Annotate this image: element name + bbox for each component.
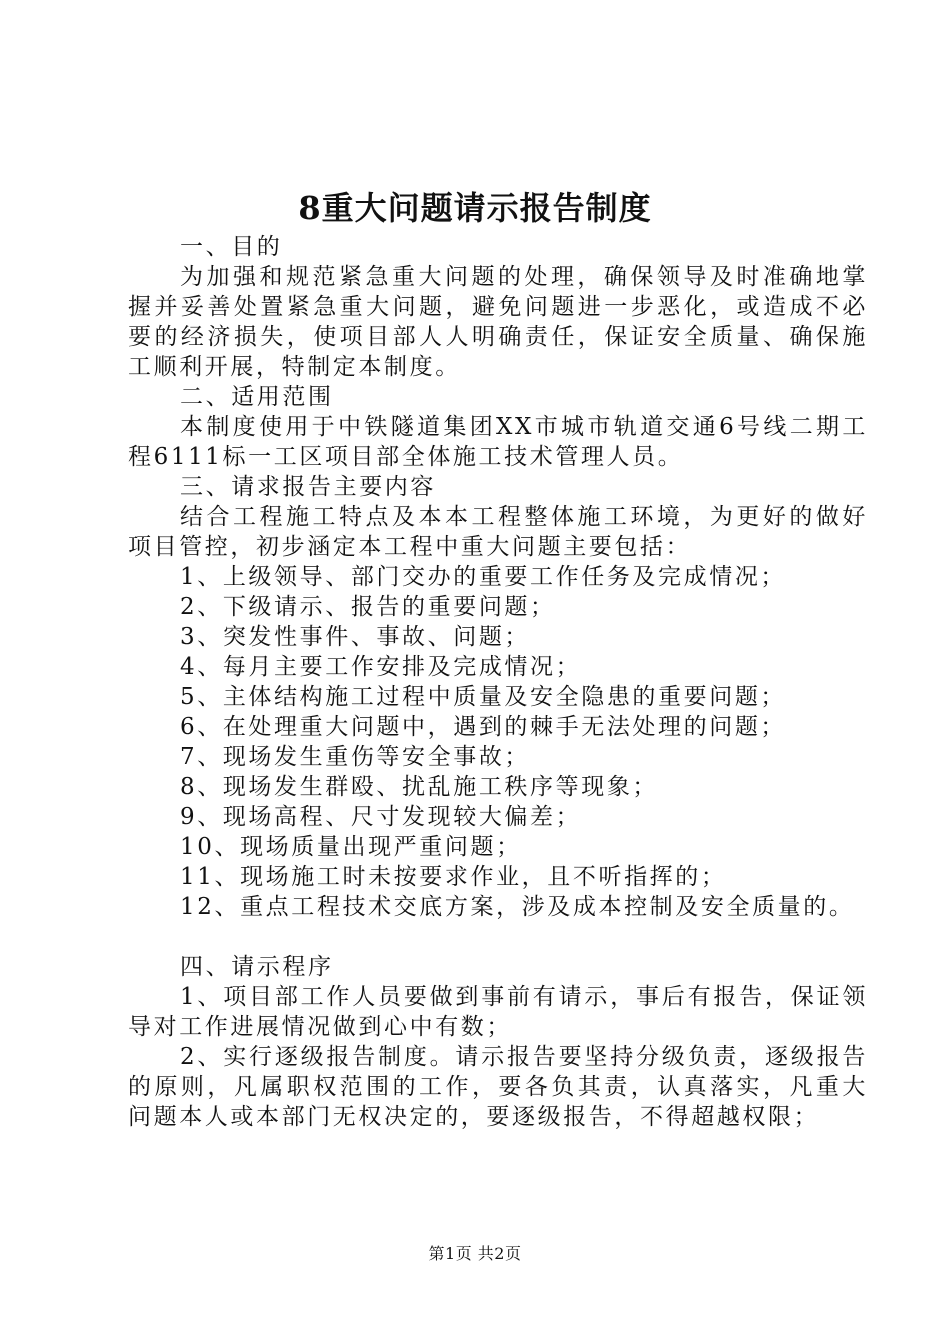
list-item: 6、在处理重大问题中，遇到的棘手无法处理的问题； (180, 714, 787, 740)
section-heading-scope: 二、适用范围 (180, 384, 334, 410)
document-body (128, 232, 868, 1132)
list-item: 7、现场发生重伤等安全事故； (180, 744, 531, 770)
list-item: 1、上级领导、部门交办的重要工作任务及完成情况； (180, 564, 787, 590)
list-item: 8、现场发生群殴、扰乱施工秩序等现象； (180, 774, 659, 800)
section-paragraph-content: 结合工程施工特点及本本工程整体施工环境，为更好的做好项目管控，初步涵定本工程中重大问题主要包括： (128, 504, 868, 560)
list-item: 2、下级请示、报告的重要问题； (180, 594, 556, 620)
list-item: 12、重点工程技术交底方案，涉及成本控制及安全质量的。 (180, 894, 855, 920)
section-heading-content: 三、请求报告主要内容 (180, 474, 436, 500)
section-paragraph-scope: 本制度使用于中铁隧道集团XX市城市轨道交通6号线二期工程6111标一工区项目部全体施工技术管理人员。 (128, 414, 868, 470)
list-item: 11、现场施工时未按要求作业，且不听指挥的； (180, 864, 727, 890)
section-paragraph-purpose: 为加强和规范紧急重大问题的处理，确保领导及时准确地掌握并妥善处置紧急重大问题，避免问题进一步恶化，或造成不必要的经济损失，使项目部人人明确责任，保证安全质量、确保施工顺利开展，特制定本制度。 (128, 264, 868, 380)
list-item: 3、突发性事件、事故、问题； (180, 624, 531, 650)
page-footer: 第1页 共2页 (428, 1244, 522, 1263)
section-paragraph-procedure-2: 2、实行逐级报告制度。请示报告要坚持分级负责，逐级报告的原则，凡属职权范围的工作，要各负其责，认真落实，凡重大问题本人或本部门无权决定的，要逐级报告，不得超越权限； (128, 1044, 868, 1130)
section-paragraph-procedure-1: 1、项目部工作人员要做到事前有请示，事后有报告，保证领导对工作进展情况做到心中有数； (128, 984, 868, 1040)
section-heading-procedure: 四、请示程序 (180, 954, 334, 980)
list-item: 5、主体结构施工过程中质量及安全隐患的重要问题； (180, 684, 787, 710)
list-item: 4、每月主要工作安排及完成情况； (180, 654, 582, 680)
document-title: 8重大问题请示报告制度 (298, 189, 652, 227)
list-item: 10、现场质量出现严重问题； (180, 834, 522, 860)
list-item: 9、现场高程、尺寸发现较大偏差； (180, 804, 582, 830)
section-heading-purpose: 一、目的 (180, 234, 283, 260)
blank-line (128, 922, 868, 952)
